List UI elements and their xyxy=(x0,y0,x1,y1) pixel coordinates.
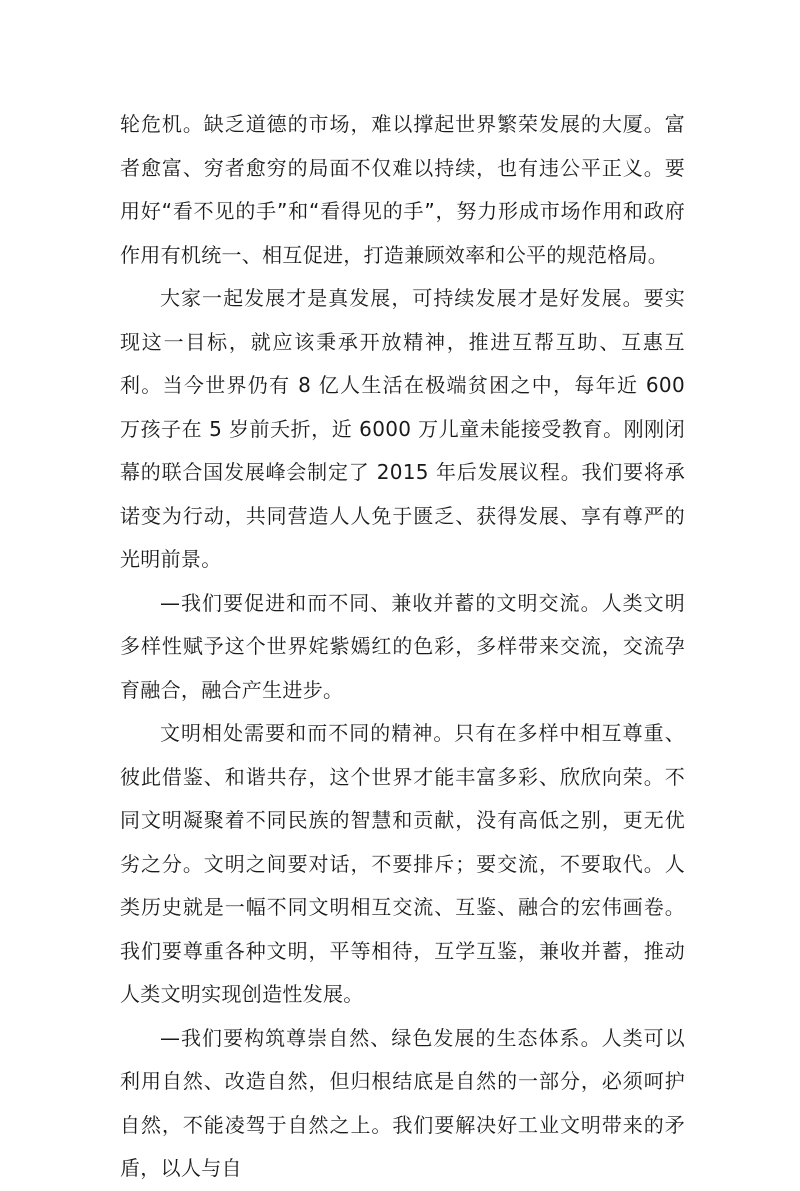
paragraph-5: —我们要构筑尊崇自然、绿色发展的生态体系。人类可以利用自然、改造自然，但归根结底是自然的一部分，必须呵护自然，不能凌驾于自然之上。我们要解决好工业文明带来的矛盾，以人与自 xyxy=(120,1025,685,1180)
paragraph-2: 大家一起发展才是真发展，可持续发展才是好发展。要实现这一目标，就应该秉承开放精神，推进互帮互助、互惠互利。当今世界仍有 8 亿人生活在极端贫困之中，每年近 600 万孩子在 5 岁前夭折，近 6000 万儿童未能接受教育。刚刚闭幕的联合国发展峰会制定了 2015 年后发展议程。我们要将承诺变为行动，共同营造人人免于匮乏、获得发展、享有尊严的光明前景。 xyxy=(120,286,685,571)
paragraph-4: 文明相处需要和而不同的精神。只有在多样中相互尊重、彼此借鉴、和谐共存，这个世界才能丰富多彩、欣欣向荣。不同文明凝聚着不同民族的智慧和贡献，没有高低之别，更无优劣之分。文明之间要对话，不要排斥；要交流，不要取代。人类历史就是一幅不同文明相互交流、互鉴、融合的宏伟画卷。我们要尊重各种文明，平等相待，互学互鉴，兼收并蓄，推动人类文明实现创造性发展。 xyxy=(120,721,685,1006)
document-body xyxy=(120,103,685,1191)
paragraph-1: 轮危机。缺乏道德的市场，难以撑起世界繁荣发展的大厦。富者愈富、穷者愈穷的局面不仅难以持续，也有违公平正义。要用好“看不见的手”和“看得见的手”，努力形成市场作用和政府作用有机统一、相互促进，打造兼顾效率和公平的规范格局。 xyxy=(120,112,685,267)
paragraph-3: —我们要促进和而不同、兼收并蓄的文明交流。人类文明多样性赋予这个世界姹紫嫣红的色彩，多样带来交流，交流孕育融合，融合产生进步。 xyxy=(120,590,685,702)
